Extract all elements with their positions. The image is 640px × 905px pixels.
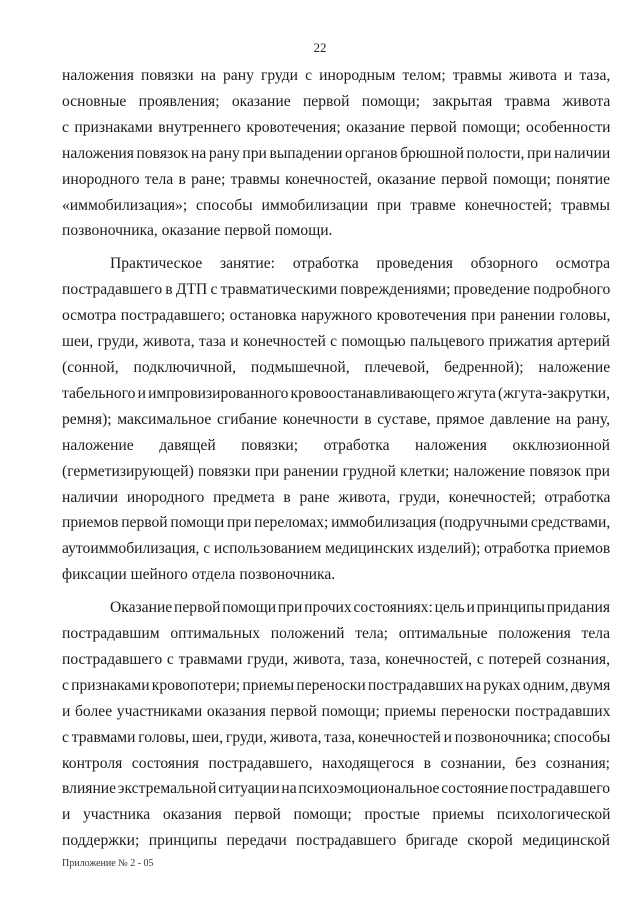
text-line: наложения повязок на рану при выпадении органов брюшной полости, при наличии	[62, 144, 610, 162]
text-line: осмотра пострадавшего; остановка наружного кровотечения при ранении головы,	[62, 307, 610, 325]
text-line: (герметизирующей) повязки при ранении грудной клетки; наложение повязок при	[62, 462, 610, 480]
body-text	[62, 63, 610, 854]
text-line: пострадавшего в ДТП с травматическими повреждениями; проведение подробного	[62, 281, 610, 299]
text-line: (сонной, подключичной, подмышечной, плечевой, бедренной); наложение	[62, 358, 610, 376]
paragraph-3	[62, 595, 610, 854]
text-line: контроля состояния пострадавшего, находящегося в сознании, без сознания;	[62, 754, 610, 772]
text-line: «иммобилизация»; способы иммобилизации при травме конечностей; травмы	[62, 196, 610, 214]
text-line: пострадавшего с травмами груди, живота, таза, конечностей, с потерей сознания,	[62, 650, 610, 668]
text-line: пострадавшим оптимальных положений тела; оптимальные положения тела	[62, 625, 610, 643]
text-line: с травмами головы, шеи, груди, живота, таза, конечностей и позвоночника; способы	[62, 728, 610, 746]
text-line: основные проявления; оказание первой помощи; закрытая травма живота	[62, 92, 610, 110]
footer-note: Приложение № 2 - 05	[62, 858, 154, 869]
text-line: и участника оказания первой помощи; простые приемы психологической	[62, 806, 610, 824]
text-line: табельного и импровизированного кровоостанавливающего жгута (жгута-закрутки,	[62, 384, 610, 402]
text-line: поддержки; принципы передачи пострадавшего бригаде скорой медицинской	[62, 832, 610, 850]
text-line: позвоночника, оказание первой помощи.	[62, 222, 333, 240]
text-line: Практическое занятие: отработка проведения обзорного осмотра	[110, 255, 610, 273]
text-line: фиксации шейного отдела позвоночника.	[62, 566, 336, 584]
text-line: аутоиммобилизация, с использованием медицинских изделий); отработка приемов	[62, 540, 610, 558]
text-line: влияние экстремальной ситуации на психоэмоциональное состояние пострадавшего	[62, 780, 610, 798]
paragraph-1	[62, 63, 610, 244]
text-line: шеи, груди, живота, таза и конечностей с помощью пальцевого прижатия артерий	[62, 333, 610, 351]
text-line: наложение давящей повязки; отработка наложения окклюзионной	[62, 436, 610, 454]
text-line: с признаками внутреннего кровотечения; оказание первой помощи; особенности	[62, 118, 610, 136]
text-line: Оказание первой помощи при прочих состояниях: цель и принципы придания	[110, 599, 610, 617]
text-line: инородного тела в ране; травмы конечностей, оказание первой помощи; понятие	[62, 170, 610, 188]
page-number: 22	[313, 40, 327, 55]
text-line: наложения повязки на рану груди с инородным телом; травмы живота и таза,	[62, 67, 610, 84]
text-line: приемов первой помощи при переломах; иммобилизация (подручными средствами,	[62, 514, 610, 532]
text-line: и более участниками оказания первой помощи; приемы переноски пострадавших	[62, 702, 610, 720]
text-line: ремня); максимальное сгибание конечности в суставе, прямое давление на рану,	[62, 410, 610, 428]
text-line: с признаками кровопотери; приемы переноски пострадавших на руках одним, двумя	[62, 676, 610, 694]
paragraph-2	[62, 251, 610, 588]
text-line: наличии инородного предмета в ране живота, груди, конечностей; отработка	[62, 488, 610, 506]
